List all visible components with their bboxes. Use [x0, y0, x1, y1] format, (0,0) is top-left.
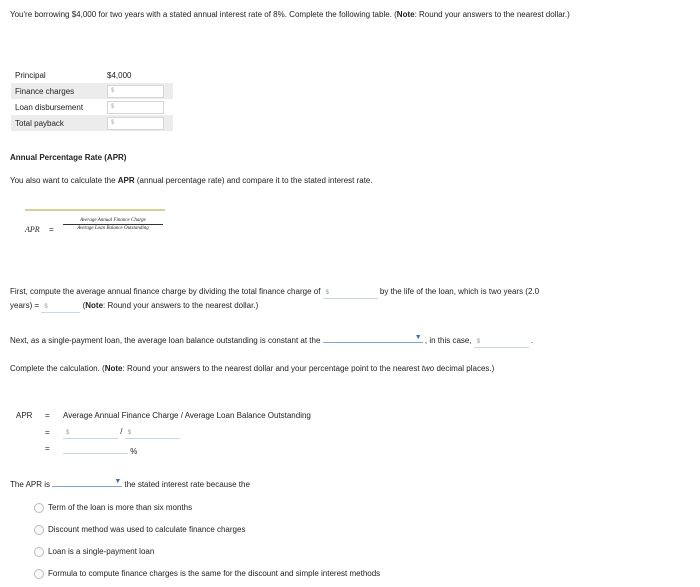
- intro-main: You're borrowing $4,000 for two years with a stated annual interest rate of 8%. Complete the following table. (: [10, 10, 397, 19]
- table-row: [11, 67, 173, 83]
- apr-percent-input[interactable]: [63, 443, 128, 454]
- principal-label: Principal: [15, 70, 46, 80]
- option-label: Term of the loan is more than six months: [48, 503, 193, 512]
- formula-denominator: Average Loan Balance Outstanding: [77, 226, 149, 231]
- apr-bold: APR: [117, 176, 135, 185]
- apr-formula: [25, 209, 165, 241]
- calc-eq3: =: [45, 444, 50, 453]
- balance-dropdown[interactable]: [323, 332, 423, 343]
- formula-equals: =: [49, 225, 54, 234]
- apr-heading: Annual Percentage Rate (APR): [10, 153, 127, 162]
- calc-apr-label: APR: [16, 411, 33, 420]
- apr-comparison-dropdown[interactable]: [52, 476, 122, 487]
- avg-annual-finance-charge-input[interactable]: $: [41, 302, 80, 313]
- total-payback-label: Total payback: [11, 115, 103, 131]
- calc-result-row: %: [63, 443, 137, 456]
- finance-charges-label: Finance charges: [11, 83, 103, 99]
- calc-eq1: =: [45, 411, 50, 420]
- total-payback-input[interactable]: $: [107, 117, 164, 130]
- option-radio[interactable]: [34, 503, 44, 513]
- finance-charges-input[interactable]: $: [107, 85, 164, 98]
- step2-line: Next, as a single-payment loan, the average loan balance outstanding is constant at the ▼ , in this case, $ .: [10, 332, 533, 348]
- apr-intro: You also want to calculate the APR (annual percentage rate) and compare it to the stated interest rate.: [10, 176, 373, 185]
- avg-loan-balance-input[interactable]: $: [474, 337, 529, 348]
- table-row: [11, 83, 173, 99]
- calc-numerator-input[interactable]: $: [63, 428, 118, 439]
- loan-disbursement-input[interactable]: $: [107, 101, 164, 114]
- loan-table: [11, 67, 173, 131]
- principal-value: $4,000: [107, 70, 132, 80]
- calc-eq2: =: [45, 428, 50, 437]
- option-label: Formula to compute finance charges is the same for the discount and simple interest methods: [48, 569, 381, 578]
- table-row: [11, 115, 173, 131]
- option-radio[interactable]: [34, 569, 44, 579]
- formula-fraction: [63, 218, 163, 231]
- option-label: Loan is a single-payment loan: [48, 547, 155, 556]
- calc-formula-text: Average Annual Finance Charge / Average Loan Balance Outstanding: [63, 411, 311, 420]
- calc-numerator-row: $ / $: [63, 427, 180, 439]
- step3-line: Complete the calculation. (Note: Round your answers to the nearest dollar and your percentage point to the nearest two decimal places.): [10, 364, 495, 373]
- option-label: Discount method was used to calculate finance charges: [48, 525, 246, 534]
- formula-numerator: Average Annual Finance Charge: [63, 218, 163, 225]
- calc-denominator-input[interactable]: $: [125, 428, 180, 439]
- chevron-down-icon: ▼: [414, 334, 422, 341]
- conclusion-line: The APR is ▼ the stated interest rate because the: [10, 478, 250, 489]
- loan-disbursement-label: Loan disbursement: [15, 102, 84, 112]
- intro-text: [10, 8, 610, 22]
- step1-line1: First, compute the average annual finance charge by dividing the total finance charge of $ by the life of the loan, which is two years (2.0: [10, 287, 539, 299]
- chevron-down-icon: ▼: [114, 478, 122, 485]
- option-radio[interactable]: [34, 525, 44, 535]
- formula-lhs: APR: [25, 225, 40, 234]
- total-finance-charge-input[interactable]: $: [323, 288, 378, 299]
- step1-line2: years) = $ (Note: Round your answers to the nearest dollar.): [10, 301, 258, 313]
- intro-note-text: : Round your answers to the nearest dollar.): [414, 10, 570, 19]
- table-row: [11, 99, 173, 115]
- option-radio[interactable]: [34, 547, 44, 557]
- intro-note-label: Note: [396, 10, 415, 19]
